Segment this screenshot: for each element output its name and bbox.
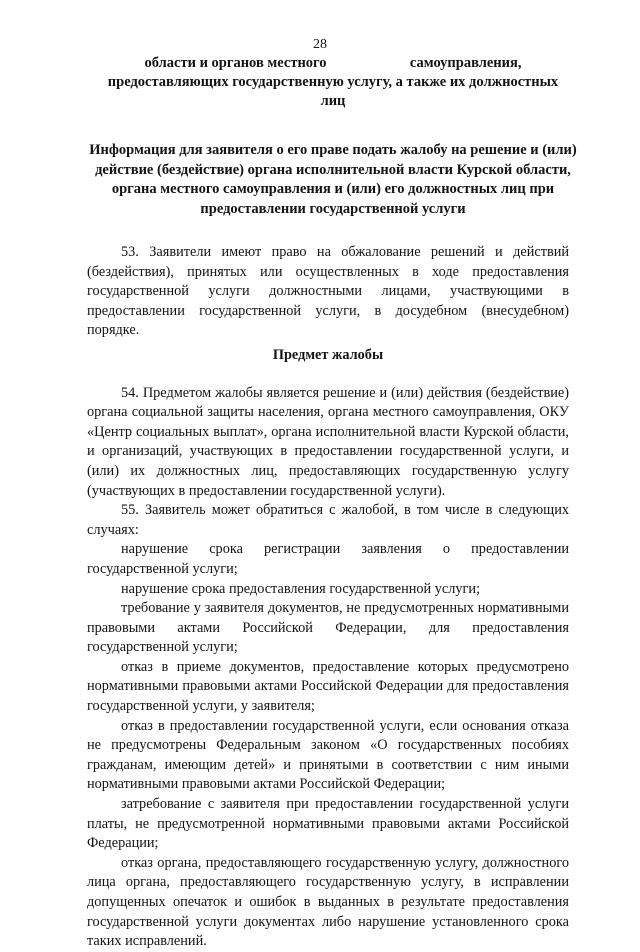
complaint-case-6: затребование с заявителя при предоставлении государственной услуги платы, не предусмотренной нормативными правовыми актами Российской Федерации;	[87, 796, 569, 852]
complaint-case-1: нарушение срока регистрации заявления о предоставлении государственной услуги;	[87, 541, 569, 577]
complaint-case-3: требование у заявителя документов, не предусмотренных нормативными правовыми актами Российской Федерации, для предоставления государственной услуги;	[87, 600, 569, 656]
complaint-case-7: отказ органа, предоставляющего государственную услугу, должностного лица органа, предоставляющего государственную услугу, в исправлении допущенных опечаток и ошибок в выданных в результате предоставления государственной услуги документах либо нарушение установленного срока таких исправлений.	[87, 854, 569, 950]
complaint-case-4: отказ в приеме документов, предоставление которых предусмотрено нормативными правовыми актами Российской Федерации для предоставления государственной услуги, у заявителя;	[87, 658, 569, 715]
header-line-1: области и органов местного самоуправления,	[144, 55, 522, 71]
paragraph-53: 53. Заявители имеют право на обжалование решений и действий (бездействия), принятых или осуществленных в ходе предоставления государственной услуги должностными лицами, участвующими в предоставлении государственной услуги, в досудебном (внесудебном) порядке.	[87, 244, 569, 339]
subject-heading: Предмет жалобы	[272, 346, 384, 363]
section-header-continuation	[84, 54, 582, 111]
document-body	[87, 243, 569, 952]
info-section-title: Информация для заявителя о его праве подать жалобу на решение и (или) действие (бездействие) органа исполнительной власти Курской области, органа местного самоуправления и (или) его должностных лиц при предоставлении государственной услуги	[89, 142, 577, 217]
page-number: 28	[313, 37, 327, 52]
paragraph-54: 54. Предметом жалобы является решение и (или) действия (бездействие) органа социальной защиты населения, органа местного самоуправления, ОКУ «Центр социальных выплат», органа исполнительной власти Курской области, и организаций, участвующих в предоставлении государственной услуги, и (или) их должностных лиц, предоставляющих государственную услугу (участвующих в предоставлении государственной услуги).	[87, 384, 569, 499]
header-line-3: лиц	[320, 93, 346, 109]
complaint-case-5: отказ в предоставлении государственной услуги, если основания отказа не предусмотрены Федеральным законом «О государственных пособиях гражданам, имеющим детей» и принятыми в соответствии с ним иными нормативными правовыми актами Российской Федерации;	[87, 717, 569, 793]
paragraph-55: 55. Заявитель может обратиться с жалобой, в том числе в следующих случаях:	[87, 502, 569, 538]
header-line-2: предоставляющих государственную услугу, а также их должностных	[107, 74, 559, 90]
complaint-case-2: нарушение срока предоставления государственной услуги;	[121, 580, 481, 597]
